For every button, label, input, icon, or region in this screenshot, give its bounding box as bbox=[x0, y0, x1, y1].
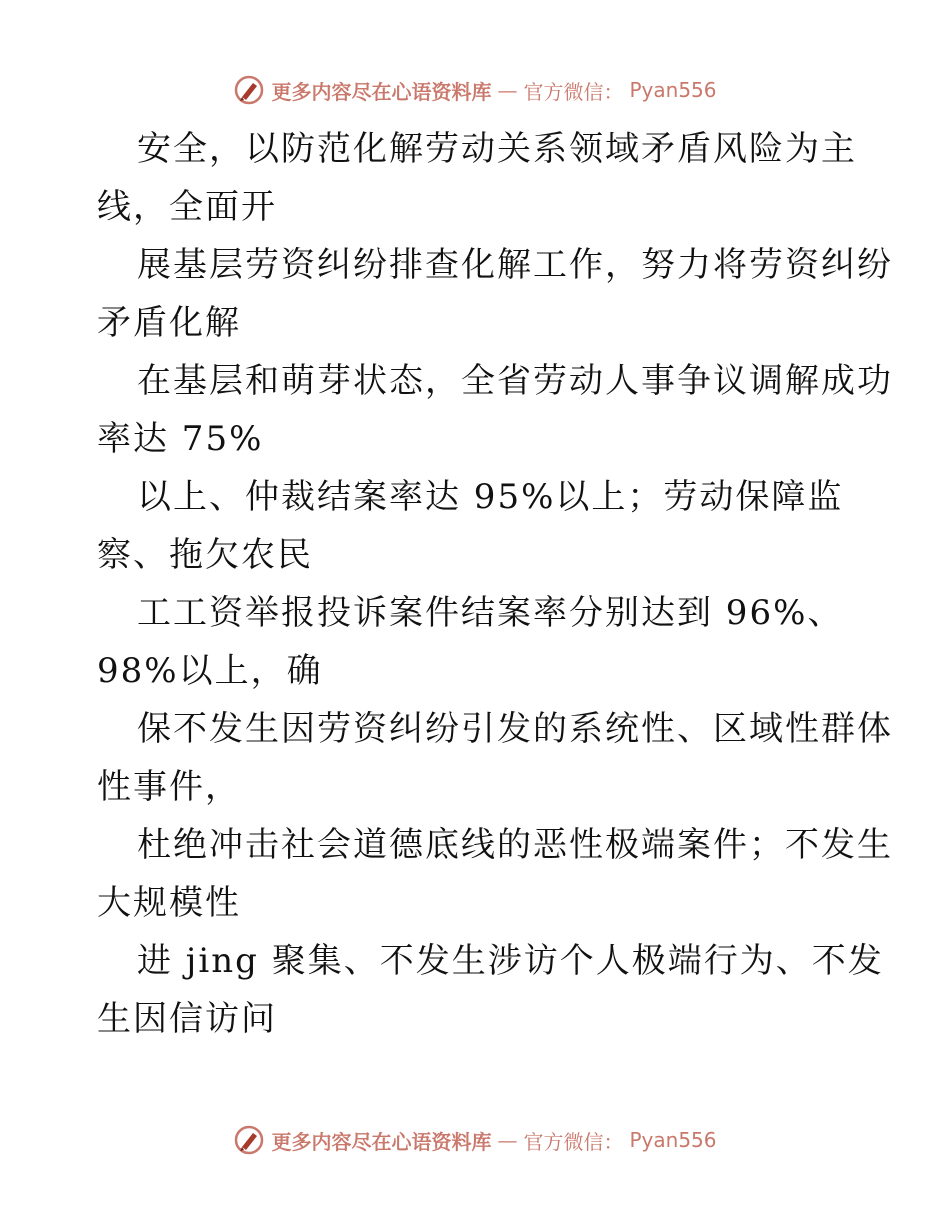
header-watermark bbox=[0, 72, 950, 108]
pen-seal-logo-icon bbox=[233, 74, 265, 106]
watermark-wechat-label: 官方微信： bbox=[523, 1129, 624, 1154]
text-line: 大规模性 bbox=[97, 883, 241, 923]
watermark-wechat-id: Pyan556 bbox=[629, 1128, 717, 1152]
text-line: 线，全面开 bbox=[97, 187, 277, 227]
text-line: 矛盾化解 bbox=[97, 303, 241, 343]
text-line: 率达 75% bbox=[97, 419, 264, 459]
document-body bbox=[97, 120, 893, 1048]
watermark-site-text: 更多内容尽在心语资料库 bbox=[271, 79, 492, 104]
watermark-separator: — bbox=[497, 78, 518, 102]
text-line: 进 jing 聚集、不发生涉访个人极端行为、不发 bbox=[137, 941, 884, 981]
text-line: 察、拖欠农民 bbox=[97, 535, 313, 575]
watermark-wechat-id: Pyan556 bbox=[629, 78, 717, 102]
text-line: 98%以上，确 bbox=[97, 651, 323, 691]
watermark-separator: — bbox=[497, 1128, 518, 1152]
text-line: 展基层劳资纠纷排查化解工作，努力将劳资纠纷 bbox=[137, 245, 893, 285]
pen-seal-logo-icon bbox=[233, 1124, 265, 1156]
text-line: 杜绝冲击社会道德底线的恶性极端案件；不发生 bbox=[137, 825, 893, 865]
watermark-wechat-label: 官方微信： bbox=[523, 79, 624, 104]
text-line: 性事件， bbox=[97, 767, 241, 807]
text-line: 安全，以防范化解劳动关系领域矛盾风险为主 bbox=[137, 129, 857, 169]
watermark-site-text: 更多内容尽在心语资料库 bbox=[271, 1129, 492, 1154]
footer-watermark bbox=[0, 1122, 950, 1158]
text-line: 生因信访问 bbox=[97, 999, 277, 1039]
text-line: 在基层和萌芽状态，全省劳动人事争议调解成功 bbox=[137, 361, 893, 401]
text-line: 以上、仲裁结案率达 95%以上；劳动保障监 bbox=[137, 477, 844, 517]
text-line: 保不发生因劳资纠纷引发的系统性、区域性群体 bbox=[137, 709, 893, 749]
text-line: 工工资举报投诉案件结案率分别达到 96%、 bbox=[137, 593, 844, 633]
